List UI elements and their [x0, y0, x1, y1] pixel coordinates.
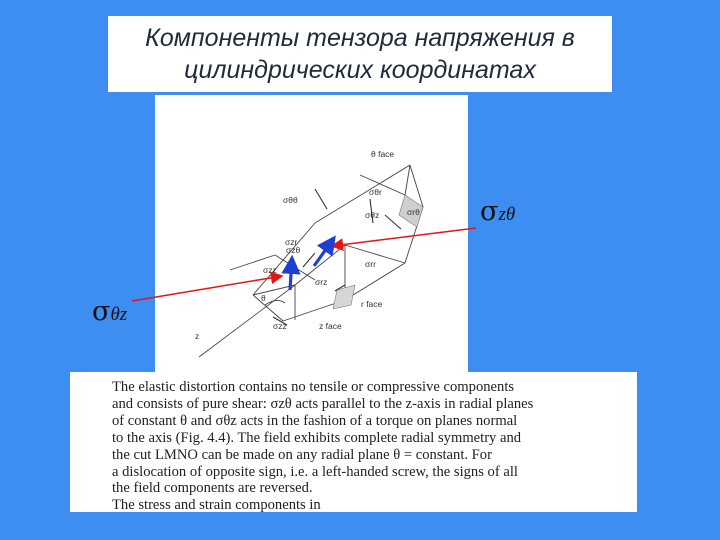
stress-label-5: σzθ: [286, 245, 301, 255]
text-line-6: a dislocation of opposite sign, i.e. a left-handed screw, the signs of all: [112, 463, 518, 480]
shear-arrow-theta-z: [290, 258, 292, 290]
text-line-8: The stress and strain components in: [112, 497, 321, 512]
stress-label-3: σθz: [365, 210, 380, 220]
sigma-symbol: σ: [480, 196, 499, 227]
text-line-3: of constant θ and σθz acts in the fashion of a torque on planes normal: [112, 412, 518, 429]
stress-label-10: σzz: [273, 321, 287, 331]
stress-label-2: σθr: [369, 187, 382, 197]
text-line-4: to the axis (Fig. 4.4). The field exhibits complete radial symmetry and: [112, 429, 522, 446]
text-line-2: and consists of pure shear: σzθ acts parallel to the z-axis in radial planes: [112, 395, 534, 412]
pointer-arrow-z-theta: [332, 228, 476, 246]
text-line-5: the cut LMNO can be made on any radial plane θ = constant. For: [112, 446, 492, 463]
z-axis-label: z: [195, 331, 200, 341]
text-line-7: the field components are reversed.: [112, 480, 313, 497]
theta-angle-label: θ: [261, 293, 266, 303]
pointer-arrow-theta-z: [132, 276, 282, 301]
shear-arrow-z-theta: [314, 238, 334, 266]
stress-label-8: σrz: [315, 277, 328, 287]
title-line-1: Компоненты тензора напряжения в: [145, 24, 575, 52]
sigma-subscript: zθ: [498, 204, 516, 225]
title-line-2: цилиндрических координатах: [184, 56, 536, 84]
sigma-subscript: θz: [110, 304, 128, 325]
stress-label-1: σθθ: [283, 195, 298, 205]
sigma-symbol: σ: [92, 296, 111, 327]
text-line-1: The elastic distortion contains no tensile or compressive components: [112, 379, 515, 395]
theta-face-label: θ face: [371, 149, 395, 159]
stress-label-7: σzz: [263, 265, 277, 275]
z-face-label: z face: [319, 321, 342, 331]
r-face-label: r face: [361, 299, 383, 309]
stress-label-4: σrθ: [407, 207, 420, 217]
stress-label-6: σrr: [365, 259, 376, 269]
stress-label-9: σzr: [285, 237, 298, 247]
